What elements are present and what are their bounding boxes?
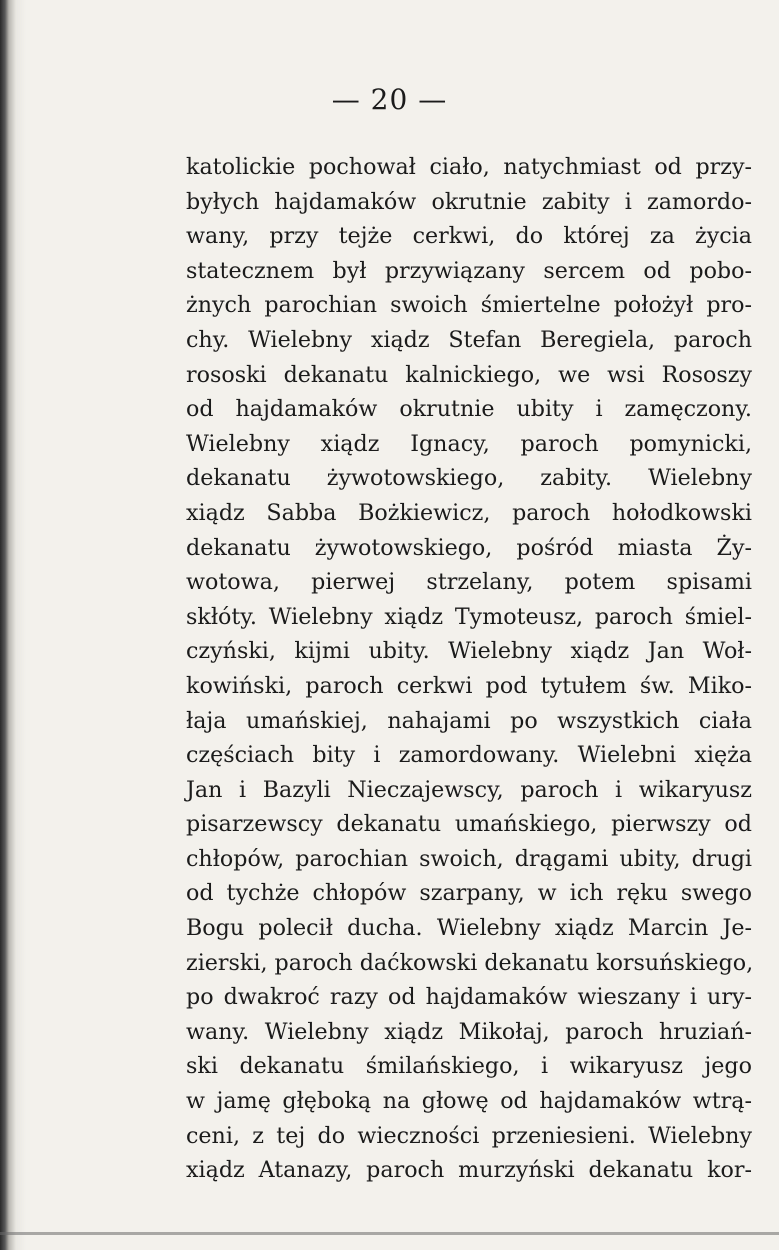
page-binding-edge <box>0 0 26 1250</box>
text-line: żnych parochian swoich śmiertelne położył pro- <box>186 292 752 319</box>
text-line: kowiński, paroch cerkwi pod tytułem św. Miko- <box>186 672 752 699</box>
text-line: od tychże chłopów szarpany, w ich ręku swego <box>186 880 752 907</box>
body-text <box>186 150 752 1188</box>
text-line: xiądz Atanazy, paroch murzyński dekanatu kor- <box>186 1157 752 1184</box>
text-line: wotowa, pierwej strzelany, potem spisami <box>186 569 752 596</box>
text-line: Jan i Bazyli Nieczajewscy, paroch i wikaryusz <box>186 776 752 803</box>
text-line: xiądz Sabba Bożkiewicz, paroch hołodkowski <box>186 499 752 526</box>
text-line: czyński, kijmi ubity. Wielebny xiądz Jan Woł- <box>186 638 752 665</box>
text-line: zierski, paroch daćkowski dekanatu korsuńskiego, <box>186 949 754 976</box>
text-line: dekanatu żywotowskiego, zabity. Wielebny <box>186 465 752 492</box>
text-line: częściach bity i zamordowany. Wielebni xięża <box>186 742 752 769</box>
text-line: Bogu polecił ducha. Wielebny xiądz Marcin Je- <box>186 915 752 942</box>
text-line: Wielebny xiądz Ignacy, paroch pomynicki, <box>186 430 752 457</box>
text-line: łaja umańskiej, nahajami po wszystkich ciała <box>186 707 752 734</box>
text-line: wany, przy tejże cerkwi, do której za życia <box>186 223 752 250</box>
text-line: skłóty. Wielebny xiądz Tymoteusz, paroch śmiel- <box>186 603 752 630</box>
text-line: chłopów, parochian swoich, drągami ubity, drugi <box>186 845 752 872</box>
text-line: katolickie pochował ciało, natychmiast od przy- <box>186 154 752 180</box>
text-line: po dwakroć razy od hajdamaków wieszany i ury- <box>186 984 752 1011</box>
page-bottom-edge <box>0 1232 779 1235</box>
text-line: rososki dekanatu kalnickiego, we wsi Rososzy <box>186 361 752 388</box>
text-line: dekanatu żywotowskiego, pośród miasta Ży- <box>186 534 752 561</box>
text-line: pisarzewscy dekanatu umańskiego, pierwszy od <box>186 811 752 838</box>
page-number: — 20 — <box>331 83 448 116</box>
text-line: ceni, z tej do wieczności przeniesieni. Wielebny <box>186 1122 752 1149</box>
text-line: chy. Wielebny xiądz Stefan Beregiela, paroch <box>186 326 752 353</box>
text-line: statecznem był przywiązany sercem od pobo- <box>186 257 752 284</box>
text-line: wany. Wielebny xiądz Mikołaj, paroch hruziań- <box>186 1018 752 1045</box>
text-line: byłych hajdamaków okrutnie zabity i zamordo- <box>186 188 752 215</box>
text-line: od hajdamaków okrutnie ubity i zamęczony. <box>186 396 752 423</box>
text-line: w jamę głęboką na głowę od hajdamaków wtrą- <box>186 1088 752 1115</box>
text-line: ski dekanatu śmilańskiego, i wikaryusz jego <box>186 1053 752 1080</box>
